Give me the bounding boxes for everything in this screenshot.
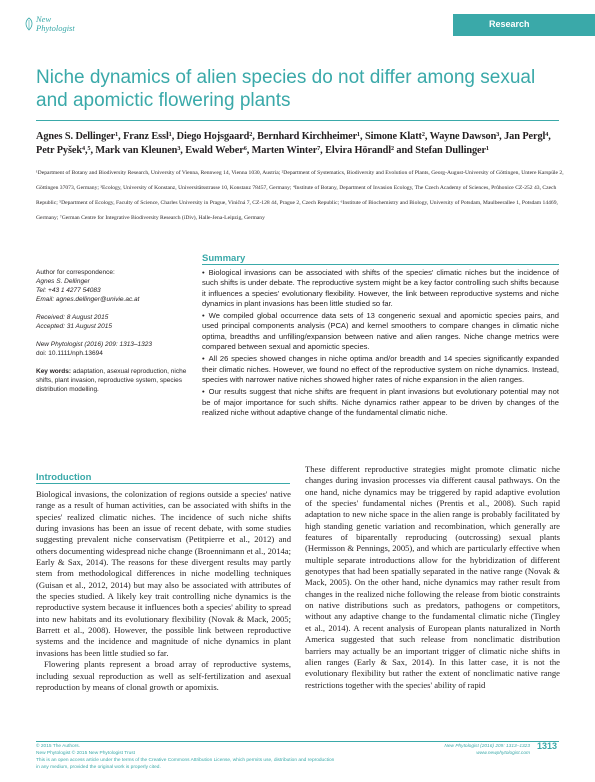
correspondence-email[interactable]: Email: agnes.dellinger@univie.ac.at xyxy=(36,296,140,303)
article-info-sidebar xyxy=(36,268,196,403)
footer-citation xyxy=(430,743,530,757)
doi-link[interactable]: doi: 10.1111/nph.13694 xyxy=(36,350,103,357)
summary-bullet: • We compiled global occurrence data sets of 13 congeneric sexual and apomictic species pairs, and used principal components analysis (PCA) and kernel smoothers to compare changes in climatic niche optima, breadths and unfilling/expansion between native and alien ranges. Niche change metrics were compared between sexual and apomictic species. xyxy=(202,311,559,352)
footer-url[interactable]: www.newphytologist.com xyxy=(476,751,530,756)
summary-bullet: • Biological invasions can be associated with shifts of the species' climatic niches but the incidence of such shifts is under debate. The reproductive system might be a key factor controlling such shifts because it influences a species' evolutionary flexibility. However, the link between reproductive systems and niche dynamics in plant invasions has been little studied so far. xyxy=(202,268,559,309)
footer-journal-citation: New Phytologist (2016) 209: 1313–1323 xyxy=(444,744,530,749)
journal-name-line1: New xyxy=(36,14,52,24)
body-paragraph: Biological invasions, the colonization of regions outside a species' native range as a result of human activities, can be associated with shifts in the species' realized climatic niches. The incidence of such niche shifts during invasions has been an issue of recent debate, with some studies suggesting prevalent niche conservatism (Petitpierre et al., 2012) and others documenting widespread niche change (Broennimann et al., 2014a; Early & Sax, 2014). The reasons for these divergent results may partly stem from methodological differences in niche modelling techniques (Guisan et al., 2012, 2014) but may also be associated with attributes of the species studied. A likely key trait controlling niche dynamics is the reproductive system because it influences both a species' ability to spread into new habitats and its evolutionary flexibility (Novak & Mack, 2005; Barrett et al., 2008). However, the possible link between reproductive systems and the incidence and magnitude of niche dynamics in plant invasions has been little studied so far. xyxy=(36,489,291,658)
summary-bullet: • All 26 species showed changes in niche optima and/or breadth and 14 species significantly expanded their climatic niches. However, we found no effect of the reproductive system on niche dynamics. Instead, species with narrower native niches showed higher rates of niche expansion in the alien ranges. xyxy=(202,354,559,385)
title-divider xyxy=(36,120,559,121)
journal-name-line2: Phytologist xyxy=(36,23,75,33)
introduction-heading: Introduction xyxy=(36,472,92,483)
leaf-icon xyxy=(24,17,34,31)
copyright-trust: New Phytologist © 2015 New Phytologist Trust xyxy=(36,751,135,756)
summary-bullet: • Our results suggest that niche shifts are frequent in plant invasions but evolutionary potential may not be of major importance for such shifts. Niche dynamics rather appear to be driven by changes of the realized niche without adaptive change of the fundamental climatic niche. xyxy=(202,387,559,418)
journal-citation: New Phytologist (2016) 209: 1313–1323 xyxy=(36,341,152,348)
keywords: adaptation, asexual reproduction, niche shifts, plant invasion, reproductive system, species distribution modelling. xyxy=(36,368,187,393)
journal-logo xyxy=(36,15,75,33)
section-badge xyxy=(453,14,595,36)
copyright-authors: © 2015 The Authors. xyxy=(36,744,80,749)
introduction-divider xyxy=(36,483,290,484)
section-label: Research xyxy=(489,19,530,29)
correspondence-name: Agnes S. Dellinger xyxy=(36,278,90,285)
accepted-date: Accepted: 31 August 2015 xyxy=(36,323,113,330)
summary-heading: Summary xyxy=(202,253,246,264)
license-note: This is an open access article under the terms of the Creative Commons Attribution License, which permits use, distribution and reproduction in any medium, provided the original work is properly cited. xyxy=(36,758,335,770)
received-date: Received: 8 August 2015 xyxy=(36,314,109,321)
page-number: 1313 xyxy=(537,741,558,751)
footer-divider xyxy=(36,741,559,742)
author-list: Agnes S. Dellinger¹, Franz Essl¹, Diego Hojsgaard², Bernhard Kirchheimer¹, Simone Klatt², Wayne Dawson³, Jan Pergl⁴, Petr Pyšek⁴,⁵, Mark van Kleunen³, Ewald Weber⁶, Marten Winter⁷, Elvira Hörandl² and Stefan Dullinger¹ xyxy=(36,131,551,156)
affiliations: ¹Department of Botany and Biodiversity Research, University of Vienna, Rennweg 14, Vienna 1030, Austria; ²Department of Systematics, Biodiversity and Evolution of Plants, Georg-August-University of Göttingen, Untere Karspüle 2, Göttingen 37073, Germany; ³Ecology, University of Konstanz, Universitätsstrasse 10, Konstanz 78457, Germany; ⁴Institute of Botany, Department of Invasion Ecology, The Czech Academy of Sciences, Průhonice CZ-252 43, Czech Republic; ⁵Department of Ecology, Faculty of Science, Charles University in Prague, Viničná 7, CZ-128 44, Prague 2, Czech Republic; ⁶Institute of Biochemistry and Biology, University of Potsdam, Maulbeerallee 1, Potsdam 14469, Germany; ⁷German Centre for Integrative Biodiversity Research (iDiv), Halle-Jena-Leipzig, Germany xyxy=(36,170,564,221)
body-column-right xyxy=(305,464,560,691)
footer-copyright xyxy=(36,743,336,771)
article-title: Niche dynamics of alien species do not differ among sexual and apomictic flowering plants xyxy=(36,67,536,111)
correspondence-label: Author for correspondence: xyxy=(36,269,115,276)
summary-body xyxy=(202,268,559,420)
summary-divider xyxy=(202,264,559,265)
body-paragraph: These different reproductive strategies might promote climatic niche changes during invasion processes via different causal pathways. On the one hand, niche dynamics may be triggered by rapid adaptive evolution of the species' fundamental niches (Prentis et al., 2008). Such rapid adaptation to new niche space in the alien range is probably facilitated by high standing genetic variation and recombination, which generally are features of biparentally reproducing (outcrossing) sexual plants (Hermisson & Pennings, 2005), and which are particularly effective when multiple separate introductions allow for the hybridization of different genotypes that had been spatially separated in the native range (Novak & Mack, 2005). On the other hand, niche dynamics may rather result from changes in the realized niche following the release from biotic constraints on native distributions such as predators, pathogens or competitors, without any adaptive change to the fundamental climatic niche (Tingley et al., 2014). A recent analysis of European plants naturalized in North America suggested that such release from nonclimatic distribution barriers may actually be an important trigger of climatic niche shifts in alien ranges (Early & Sax, 2014). In this latter case, it is not the evolutionary flexibility but rather the extent of nonclimatic native range restrictions together with the species' ability of rapid xyxy=(305,464,560,690)
keywords-label: Key words: xyxy=(36,368,72,375)
body-paragraph: Flowering plants represent a broad array of reproductive systems, including sexual reproduction as well as self-fertilization and asexual reproduction by means of clonal growth or apomixis. xyxy=(36,659,291,692)
body-column-left xyxy=(36,489,291,693)
correspondence-tel: Tel: +43 1 4277 54083 xyxy=(36,287,101,294)
